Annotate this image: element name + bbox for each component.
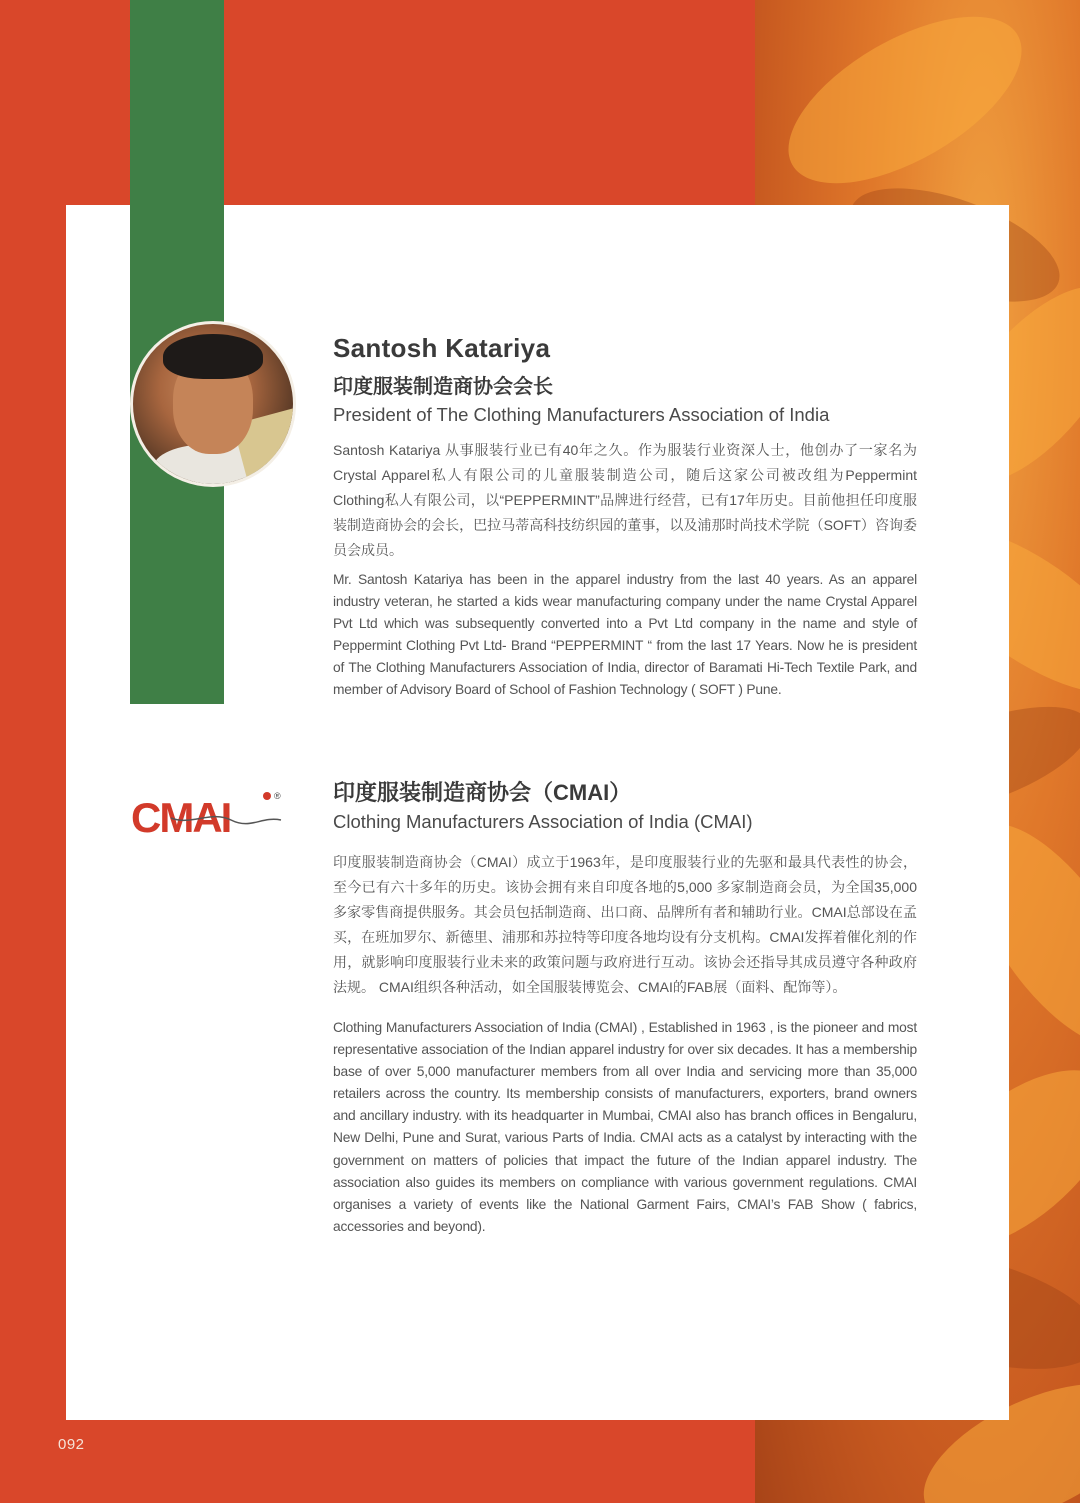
- organization-title-english: Clothing Manufacturers Association of India (CMAI): [333, 811, 753, 832]
- organization-desc-english: Clothing Manufacturers Association of India (CMAI) , Established in 1963 , is the pioneer and most representative association of the Indian apparel industry for over six decades. It has a membership base of over 5,000 manufacturer members from all over India and servicing more than 35,000 retailers across the country. Its membership consists of manufacturers, exporters, brand owners and ancillary industry. with its headquarter in Mumbai, CMAI also has branch offices in Bengaluru, New Delhi, Pune and Surat, various Parts of India. CMAI acts as a catalyst by interacting with the government on matters of policies that impact the future of the Indian apparel industry. The association also guides its members on compliance with various government regulations. CMAI organises a variety of events like the National Garment Fairs, CMAI’s FAB Show ( fabrics, accessories and beyond).: [333, 1020, 917, 1234]
- person-name: Santosh Katariya: [333, 333, 551, 363]
- person-title-english: President of The Clothing Manufacturers Association of India: [333, 404, 830, 425]
- person-bio-english: Mr. Santosh Katariya has been in the apparel industry from the last 40 years. As an apparel industry veteran, he started a kids wear manufacturing company under the name Crystal Apparel Pvt Ltd which was subsequently converted into a Pvt Ltd company in the name and style of Peppermint Clothing Pvt Ltd- Brand “PEPPERMINT “ from the last 17 Years. Now he is president of The Clothing Manufacturers Association of India, director of Baramati Hi-Tech Textile Park, and member of Advisory Board of School of Fashion Technology ( SOFT ) Pune.: [333, 572, 917, 698]
- organization-desc-chinese: 印度服装制造商协会（CMAI）成立于1963年，是印度服装行业的先驱和最具代表性的协会，至今已有六十多年的历史。该协会拥有来自印度各地的5,000 多家制造商会员，为全国35,000多家零售商提供服务。其会员包括制造商、出口商、品牌所有者和辅助行业。CMAI总部设在孟买，在班加罗尔、新德里、浦那和苏拉特等印度各地均设有分支机构。CMAI发挥着催化剂的作用，就影响印度服装行业未来的政策问题与政府进行互动。该协会还指导其成员遵守各种政府法规。 CMAI组织各种活动，如全国服装博览会、CMAI的FAB展（面料、配饰等）。: [333, 854, 917, 995]
- organization-title-chinese: 印度服装制造商协会（CMAI）: [333, 780, 632, 805]
- registered-mark: ®: [274, 791, 281, 801]
- page-number: 092: [58, 1436, 85, 1453]
- person-bio-chinese: Santosh Katariya 从事服装行业已有40年之久。作为服装行业资深人士，他创办了一家名为Crystal Apparel私人有限公司的儿童服装制造公司，随后这家公司被改组为Peppermint Clothing私人有限公司，以“PEPPERMINT”品牌进行经营，已有17年历史。目前他担任印度服装制造商协会的会长，巴拉马蒂高科技纺织园的董事，以及浦那时尚技术学院（SOFT）咨询委员会成员。: [333, 442, 917, 558]
- portrait-photo: [130, 321, 296, 487]
- cmai-logo: [131, 788, 291, 838]
- cmai-logo-text: CMAI: [131, 794, 231, 838]
- person-title-chinese: 印度服装制造商协会会长: [333, 376, 553, 398]
